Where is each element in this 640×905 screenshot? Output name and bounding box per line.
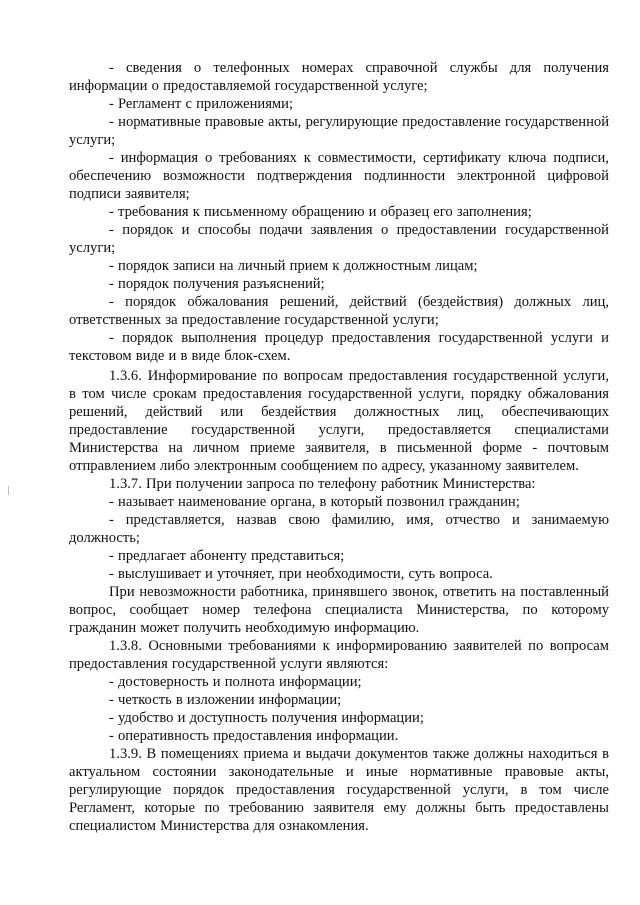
paragraph-regulation: - Регламент с приложениями; xyxy=(109,96,294,112)
paragraph-promptness: - оперативность предоставления информации. xyxy=(109,728,399,744)
paragraph-submission: - порядок и способы подачи заявления о предоставлении государственной услуги; xyxy=(69,222,609,256)
paragraph-names-organ: - называет наименование органа, в который позвонил гражданин; xyxy=(109,494,520,510)
paragraph-appeal: - порядок обжалования решений, действий (бездействия) должных лиц, ответственных за предоставление государственной услуги; xyxy=(69,294,609,328)
paragraph-clarity: - четкость в изложении информации; xyxy=(109,692,342,708)
paragraph-written-request: - требования к письменному обращению и образец его заполнения; xyxy=(109,204,532,220)
paragraph-reliability: - достоверность и полнота информации; xyxy=(109,674,362,690)
paragraph-clarifications: - порядок получения разъяснений; xyxy=(109,276,325,292)
section-1-3-6: 1.3.6. Информирование по вопросам предоставления государственной услуги, в том числе срокам предоставления государственной услуги, порядку обжалования решений, действий или бездействия должностных лиц, обеспечивающих предоставление государственной услуги, предоставляется специалистами Министерства на личном приеме заявителя, в письменной форме - почтовым отправлением либо электронным сообщением по адресу, указанному заявителем. xyxy=(69,368,609,474)
section-1-3-9: 1.3.9. В помещениях приема и выдачи документов также должны находиться в актуальном состоянии законодательные и иные нормативные правовые акты, регулирующие порядок предоставления государственной услуги, в том числе Регламент, которые по требованию заявителя ему должны быть предоставлены специалистом Министерства для ознакомления. xyxy=(69,746,609,834)
paragraph-impossibility: При невозможности работника, принявшего звонок, ответить на поставленный вопрос, сообщает номер телефона специалиста Министерства, по которому гражданин может получить необходимую информацию. xyxy=(69,584,609,636)
paragraph-asks-introduce: - предлагает абоненту представиться; xyxy=(109,548,345,564)
section-1-3-7: 1.3.7. При получении запроса по телефону работник Министерства: xyxy=(109,476,536,492)
paragraph-phone-info: - сведения о телефонных номерах справочной службы для получения информации о предоставляемой государственной услуге; xyxy=(69,60,609,94)
scan-artifact xyxy=(8,486,9,495)
paragraph-accessibility: - удобство и доступность получения информации; xyxy=(109,710,424,726)
paragraph-procedures: - порядок выполнения процедур предоставления государственной услуги и текстовом виде и в виде блок-схем. xyxy=(69,330,609,364)
paragraph-normative-acts: - нормативные правовые акты, регулирующие предоставление государственной услуги; xyxy=(69,114,609,148)
section-1-3-8: 1.3.8. Основными требованиями к информированию заявителей по вопросам предоставления государственной услуги являются: xyxy=(69,638,609,672)
paragraph-compatibility: - информация о требованиях к совместимости, сертификату ключа подписи, обеспечению возможности подтверждения подлинности электронной цифровой подписи заявителя; xyxy=(69,150,609,202)
paragraph-appointment: - порядок записи на личный прием к должностным лицам; xyxy=(109,258,478,274)
paragraph-introduces: - представляется, назвав свою фамилию, имя, отчество и занимаемую должность; xyxy=(69,512,609,546)
paragraph-listens: - выслушивает и уточняет, при необходимости, суть вопроса. xyxy=(109,566,493,582)
